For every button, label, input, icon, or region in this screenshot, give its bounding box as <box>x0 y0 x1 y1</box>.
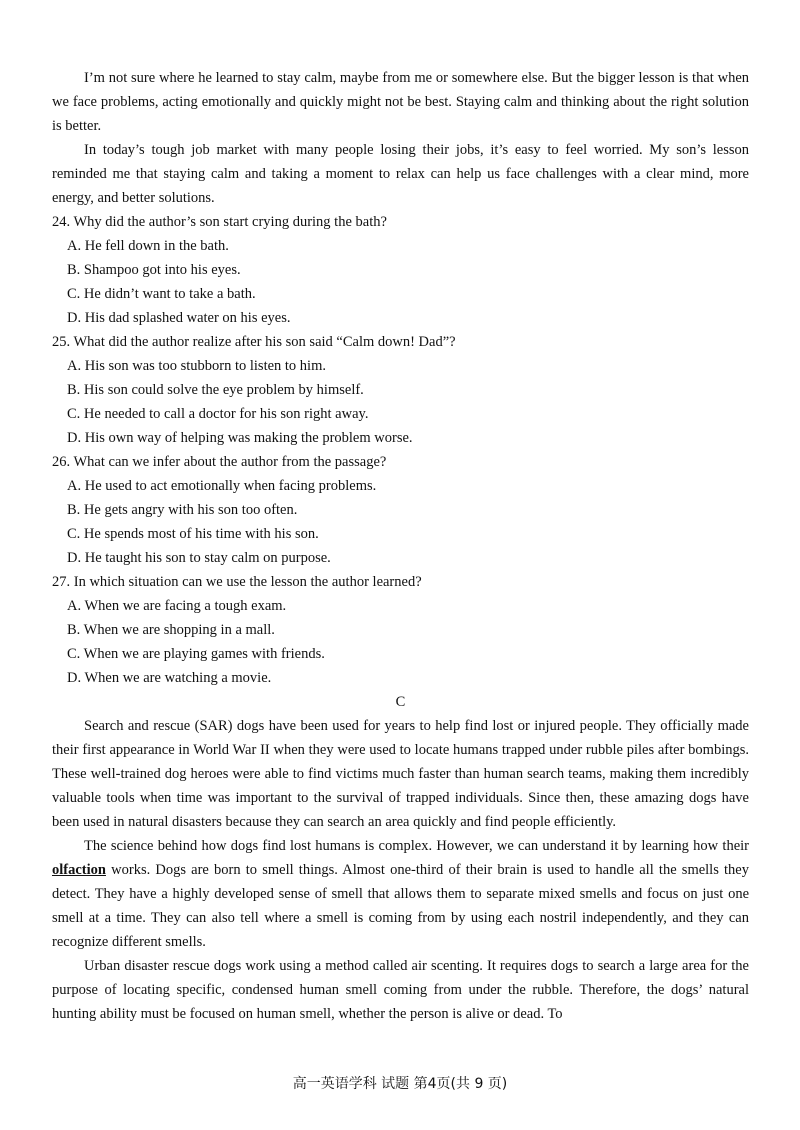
underlined-keyword: olfaction <box>52 862 106 878</box>
passage-c-paragraph-3: Urban disaster rescue dogs work using a method called air scenting. It requires dogs to search a large area for the purpose of locating specific, condensed human smell coming from under the rubble. Therefore, the dogs’ natural hunting ability must be focused on human smell, whether the person is alive or dead. To <box>52 958 749 1022</box>
option-a: A. His son was too stubborn to listen to him. <box>67 358 326 374</box>
question-stem: 24. Why did the author’s son start crying during the bath? <box>52 214 387 230</box>
option-a: A. He used to act emotionally when facing problems. <box>67 478 377 494</box>
section-heading: C <box>395 694 406 710</box>
passage-paragraph: I’m not sure where he learned to stay calm, maybe from me or somewhere else. But the bigger lesson is that when we face problems, acting emotionally and quickly might not be best. Staying calm and thinking about the right solution is better. <box>52 70 749 134</box>
option-c: C. When we are playing games with friends. <box>67 646 325 662</box>
paragraph-text: works. Dogs are born to smell things. Almost one-third of their brain is used to handle all the smells they detect. They have a highly developed sense of smell that allows them to separate mixed smells and focus on just one smell at a time. They can also tell where a smell is coming from by using each nostril independently, and they can recognize different smells. <box>52 862 749 950</box>
option-a: A. When we are facing a tough exam. <box>67 598 287 614</box>
option-a: A. He fell down in the bath. <box>67 238 229 254</box>
question-26 <box>52 450 749 570</box>
option-d: D. When we are watching a movie. <box>67 670 272 686</box>
passage-c-paragraph-2 <box>52 834 749 954</box>
page-footer: 高一英语学科 试题 第4页(共 9 页) <box>292 1076 508 1092</box>
option-b: B. He gets angry with his son too often. <box>67 502 298 518</box>
option-c: C. He didn’t want to take a bath. <box>67 286 256 302</box>
question-24 <box>52 210 749 330</box>
option-b: B. Shampoo got into his eyes. <box>67 262 241 278</box>
option-d: D. His dad splashed water on his eyes. <box>67 310 291 326</box>
option-b: B. When we are shopping in a mall. <box>67 622 275 638</box>
question-27 <box>52 570 749 690</box>
question-stem: 25. What did the author realize after his son said “Calm down! Dad”? <box>52 334 456 350</box>
passage-paragraph: In today’s tough job market with many people losing their jobs, it’s easy to feel worried. My son’s lesson reminded me that staying calm and taking a moment to relax can help us face challenges with a clear mind, more energy, and better solutions. <box>52 142 749 206</box>
question-25 <box>52 330 749 450</box>
option-c: C. He spends most of his time with his son. <box>67 526 319 542</box>
option-b: B. His son could solve the eye problem by himself. <box>67 382 364 398</box>
option-d: D. He taught his son to stay calm on purpose. <box>67 550 331 566</box>
exam-page <box>52 66 749 1026</box>
passage-c-paragraph-1: Search and rescue (SAR) dogs have been used for years to help find lost or injured people. They officially made their first appearance in World War II when they were used to locate humans trapped under rubble piles after bombings. These well-trained dog heroes were able to find victims much faster than human search teams, making them incredibly valuable tools when time was important to the survival of trapped individuals. Since then, these amazing dogs have been used in natural disasters because they can search an area quickly and find people efficiently. <box>52 718 749 830</box>
question-stem: 27. In which situation can we use the lesson the author learned? <box>52 574 422 590</box>
option-d: D. His own way of helping was making the problem worse. <box>67 430 413 446</box>
question-stem: 26. What can we infer about the author from the passage? <box>52 454 387 470</box>
paragraph-text: The science behind how dogs find lost humans is complex. However, we can understand it by learning how their <box>84 838 749 854</box>
option-c: C. He needed to call a doctor for his son right away. <box>67 406 369 422</box>
